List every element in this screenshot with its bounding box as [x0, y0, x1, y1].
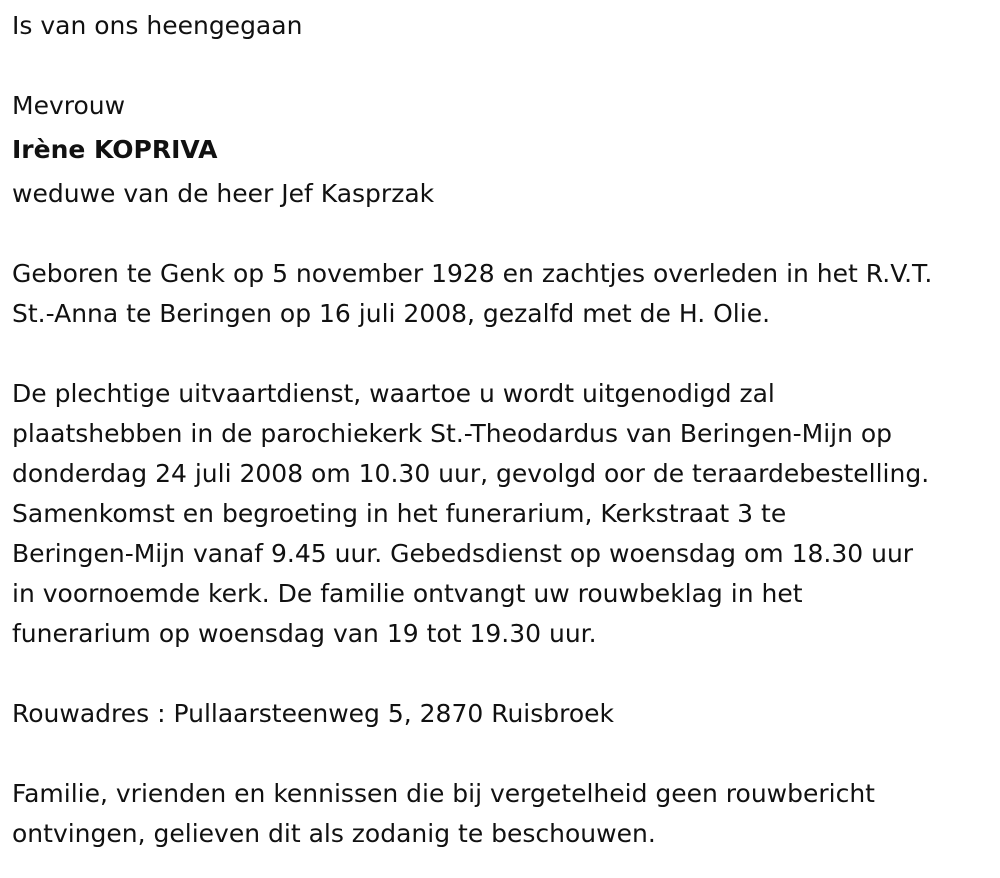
paragraph-line: Beringen-Mijn vanaf 9.45 uur. Gebedsdienst op woensdag om 18.30 uur — [12, 539, 914, 568]
intro-text: Is van ons heengegaan — [12, 11, 303, 40]
mourning-address: Rouwadres : Pullaarsteenweg 5, 2870 Ruisbroek — [12, 699, 615, 728]
spacer — [12, 334, 990, 374]
relation-text: weduwe van de heer Jef Kasprzak — [12, 179, 435, 208]
paragraph-line: St.-Anna te Beringen op 16 juli 2008, gezalfd met de H. Olie. — [12, 299, 771, 328]
paragraph-line: plaatshebben in de parochiekerk St.-Theodardus van Beringen-Mijn op — [12, 419, 893, 448]
closing-paragraph — [12, 774, 990, 854]
paragraph-line: Familie, vrienden en kennissen die bij vergetelheid geen rouwbericht — [12, 779, 875, 808]
paragraph-line: donderdag 24 juli 2008 om 10.30 uur, gevolgd oor de teraardebestelling. — [12, 459, 930, 488]
paragraph-line: Geboren te Genk op 5 november 1928 en zachtjes overleden in het R.V.T. — [12, 259, 933, 288]
service-paragraph — [12, 374, 990, 654]
paragraph-line: funerarium op woensdag van 19 tot 19.30 uur. — [12, 619, 597, 648]
deceased-name: Irène KOPRIVA — [12, 135, 218, 164]
birth-death-paragraph — [12, 254, 990, 334]
paragraph-line: Samenkomst en begroeting in het funerarium, Kerkstraat 3 te — [12, 499, 787, 528]
spacer — [12, 214, 990, 254]
paragraph-line: ontvingen, gelieven dit als zodanig te beschouwen. — [12, 819, 656, 848]
paragraph-line: De plechtige uitvaartdienst, waartoe u wordt uitgenodigd zal — [12, 379, 775, 408]
paragraph-line: in voornoemde kerk. De familie ontvangt uw rouwbeklag in het — [12, 579, 803, 608]
salutation: Mevrouw — [12, 91, 126, 120]
spacer — [12, 46, 990, 86]
spacer — [12, 654, 990, 694]
spacer — [12, 734, 990, 774]
